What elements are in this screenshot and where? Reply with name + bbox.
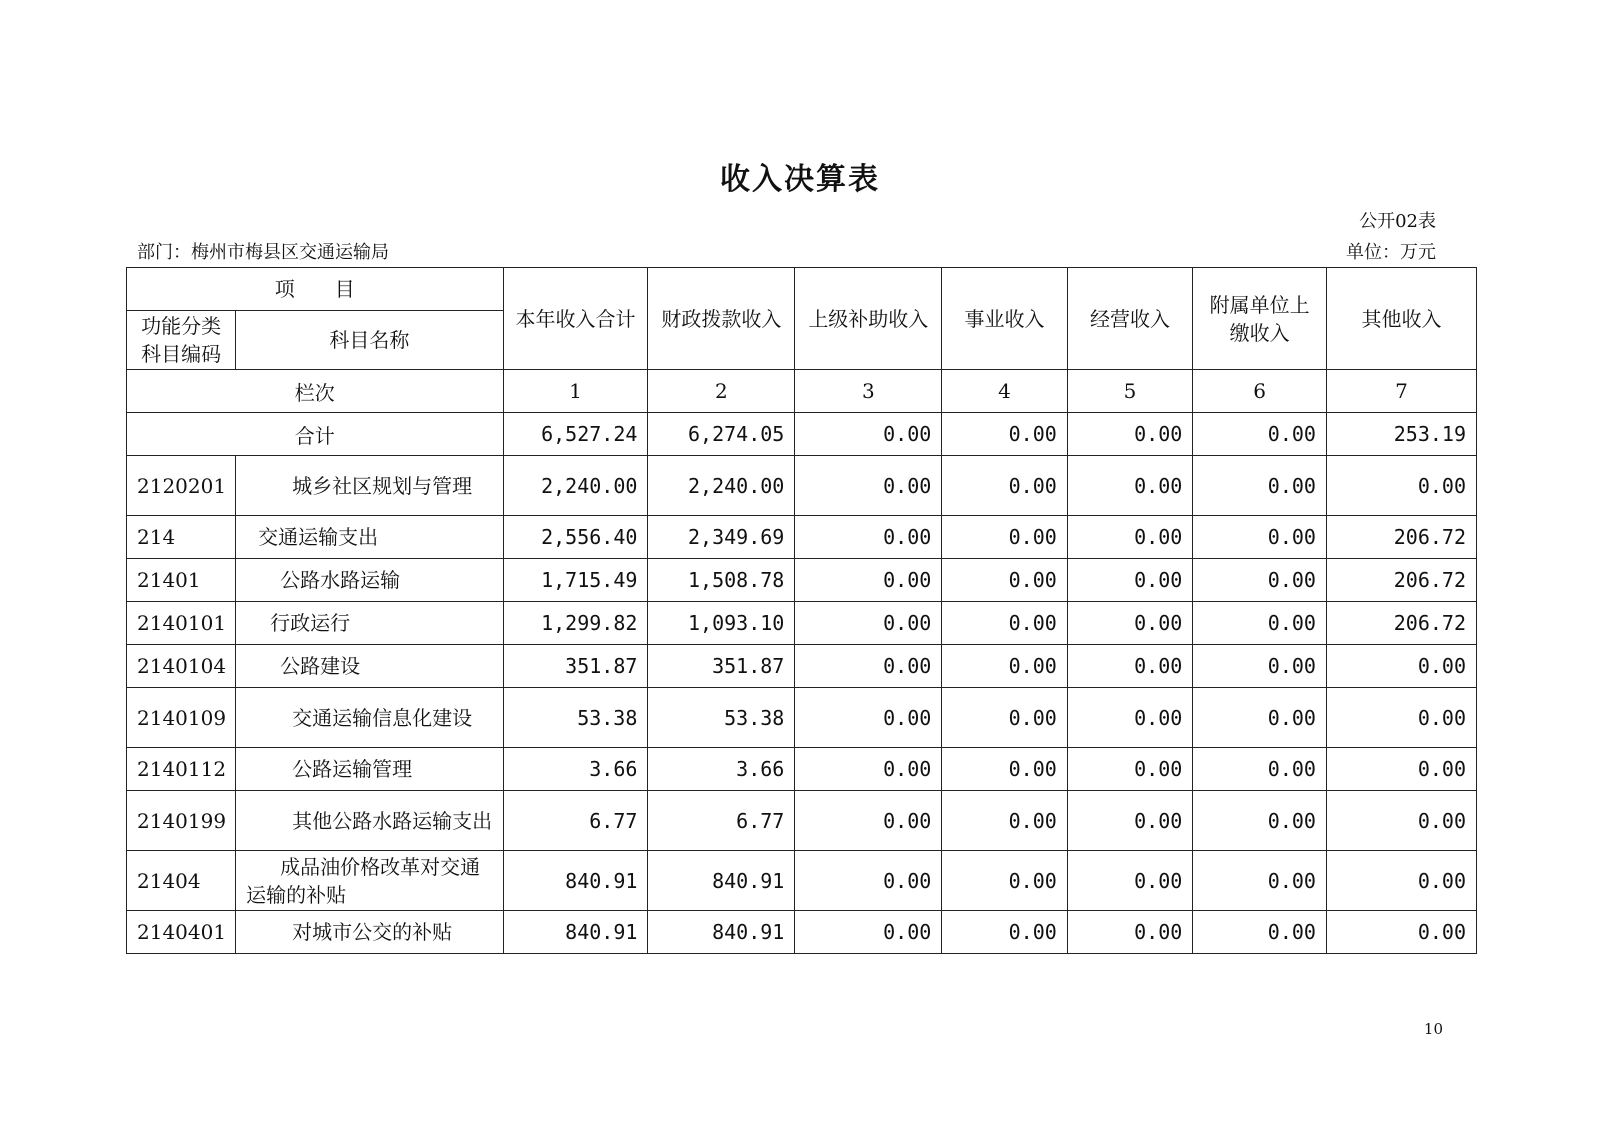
header-col7: 其他收入 [1326, 268, 1476, 370]
row-value: 0.00 [942, 516, 1068, 559]
row-value: 1,299.82 [503, 602, 648, 645]
column-index: 3 [795, 370, 942, 413]
row-value: 2,556.40 [503, 516, 648, 559]
row-name: 交通运输信息化建设 [236, 688, 503, 748]
total-label: 合计 [127, 413, 504, 456]
row-value: 0.00 [795, 645, 942, 688]
row-value: 0.00 [795, 851, 942, 911]
row-value: 0.00 [1326, 688, 1476, 748]
row-code: 214 [127, 516, 236, 559]
table-row [127, 911, 1477, 954]
row-value: 0.00 [1326, 851, 1476, 911]
row-value: 0.00 [795, 688, 942, 748]
row-code: 2140101 [127, 602, 236, 645]
row-code: 2140199 [127, 791, 236, 851]
row-value: 206.72 [1326, 559, 1476, 602]
table-row [127, 456, 1477, 516]
row-value: 0.00 [1326, 911, 1476, 954]
row-code: 2140104 [127, 645, 236, 688]
row-value: 840.91 [648, 911, 795, 954]
row-name: 行政运行 [236, 602, 503, 645]
row-value: 0.00 [1067, 791, 1193, 851]
row-value: 0.00 [942, 559, 1068, 602]
row-value: 0.00 [1193, 456, 1327, 516]
row-value: 0.00 [1067, 602, 1193, 645]
row-value: 0.00 [1193, 851, 1327, 911]
row-name: 成品油价格改革对交通运输的补贴 [236, 851, 503, 911]
row-value: 0.00 [1193, 791, 1327, 851]
form-number: 公开02表 [1359, 211, 1436, 232]
column-index: 1 [503, 370, 648, 413]
row-name: 交通运输支出 [236, 516, 503, 559]
column-index-label: 栏次 [127, 370, 504, 413]
row-value: 0.00 [1326, 748, 1476, 791]
row-code: 2120201 [127, 456, 236, 516]
row-name: 城乡社区规划与管理 [236, 456, 503, 516]
total-value: 0.00 [1193, 413, 1327, 456]
income-statement-table [126, 267, 1477, 954]
row-value: 0.00 [1193, 688, 1327, 748]
table-row [127, 688, 1477, 748]
total-value: 253.19 [1326, 413, 1476, 456]
column-index-row [127, 370, 1477, 413]
row-value: 0.00 [1193, 602, 1327, 645]
row-value: 0.00 [795, 791, 942, 851]
header-col1: 本年收入合计 [503, 268, 648, 370]
row-value: 0.00 [942, 645, 1068, 688]
table-row [127, 791, 1477, 851]
row-name: 公路建设 [236, 645, 503, 688]
row-value: 2,349.69 [648, 516, 795, 559]
row-value: 2,240.00 [503, 456, 648, 516]
row-value: 0.00 [942, 602, 1068, 645]
row-value: 840.91 [503, 911, 648, 954]
row-value: 6.77 [503, 791, 648, 851]
row-value: 3.66 [648, 748, 795, 791]
header-col2: 财政拨款收入 [648, 268, 795, 370]
row-value: 0.00 [1067, 645, 1193, 688]
row-value: 1,093.10 [648, 602, 795, 645]
row-code: 2140401 [127, 911, 236, 954]
row-value: 0.00 [1067, 748, 1193, 791]
header-col5: 经营收入 [1067, 268, 1193, 370]
row-value: 1,715.49 [503, 559, 648, 602]
row-value: 0.00 [795, 456, 942, 516]
total-value: 6,274.05 [648, 413, 795, 456]
row-value: 0.00 [942, 748, 1068, 791]
row-name: 公路运输管理 [236, 748, 503, 791]
row-value: 0.00 [1067, 688, 1193, 748]
header-subject-name: 科目名称 [236, 311, 503, 370]
row-value: 0.00 [1326, 645, 1476, 688]
page-title: 收入决算表 [720, 162, 880, 197]
total-row [127, 413, 1477, 456]
table-row [127, 645, 1477, 688]
header-item: 项 目 [127, 268, 504, 311]
header-col3: 上级补助收入 [795, 268, 942, 370]
row-value: 0.00 [942, 791, 1068, 851]
row-value: 0.00 [795, 748, 942, 791]
row-value: 0.00 [1067, 516, 1193, 559]
row-value: 0.00 [795, 559, 942, 602]
header-col6: 附属单位上缴收入 [1193, 268, 1327, 370]
row-code: 2140109 [127, 688, 236, 748]
row-value: 0.00 [942, 688, 1068, 748]
table-row [127, 851, 1477, 911]
table-row [127, 748, 1477, 791]
column-index: 5 [1067, 370, 1193, 413]
row-value: 0.00 [1067, 456, 1193, 516]
table-row [127, 559, 1477, 602]
column-index: 2 [648, 370, 795, 413]
column-index: 6 [1193, 370, 1327, 413]
unit-label: 单位：万元 [1346, 242, 1436, 263]
row-value: 0.00 [1193, 911, 1327, 954]
total-value: 0.00 [942, 413, 1068, 456]
row-value: 0.00 [795, 602, 942, 645]
row-value: 0.00 [1193, 645, 1327, 688]
row-code: 2140112 [127, 748, 236, 791]
row-value: 0.00 [1193, 516, 1327, 559]
row-value: 840.91 [503, 851, 648, 911]
row-name: 公路水路运输 [236, 559, 503, 602]
row-value: 2,240.00 [648, 456, 795, 516]
table-row [127, 516, 1477, 559]
row-value: 840.91 [648, 851, 795, 911]
row-value: 351.87 [503, 645, 648, 688]
row-value: 1,508.78 [648, 559, 795, 602]
row-name: 其他公路水路运输支出 [236, 791, 503, 851]
row-code: 21404 [127, 851, 236, 911]
row-value: 0.00 [795, 911, 942, 954]
department-label: 部门：梅州市梅县区交通运输局 [137, 242, 389, 263]
row-value: 0.00 [942, 911, 1068, 954]
row-value: 6.77 [648, 791, 795, 851]
row-value: 0.00 [1067, 851, 1193, 911]
row-value: 206.72 [1326, 602, 1476, 645]
column-index: 4 [942, 370, 1068, 413]
row-value: 0.00 [1067, 911, 1193, 954]
row-value: 0.00 [1067, 559, 1193, 602]
column-index: 7 [1326, 370, 1476, 413]
total-value: 6,527.24 [503, 413, 648, 456]
header-func-code: 功能分类科目编码 [127, 311, 236, 370]
header-col4: 事业收入 [942, 268, 1068, 370]
row-value: 206.72 [1326, 516, 1476, 559]
row-value: 0.00 [1326, 456, 1476, 516]
row-value: 0.00 [795, 516, 942, 559]
row-value: 0.00 [1326, 791, 1476, 851]
table-row [127, 602, 1477, 645]
row-value: 0.00 [942, 456, 1068, 516]
row-value: 3.66 [503, 748, 648, 791]
page-number: 10 [1423, 1020, 1443, 1038]
row-name: 对城市公交的补贴 [236, 911, 503, 954]
row-value: 0.00 [942, 851, 1068, 911]
row-value: 53.38 [648, 688, 795, 748]
row-value: 351.87 [648, 645, 795, 688]
row-value: 0.00 [1193, 559, 1327, 602]
total-value: 0.00 [1067, 413, 1193, 456]
row-code: 21401 [127, 559, 236, 602]
total-value: 0.00 [795, 413, 942, 456]
row-value: 53.38 [503, 688, 648, 748]
row-value: 0.00 [1193, 748, 1327, 791]
